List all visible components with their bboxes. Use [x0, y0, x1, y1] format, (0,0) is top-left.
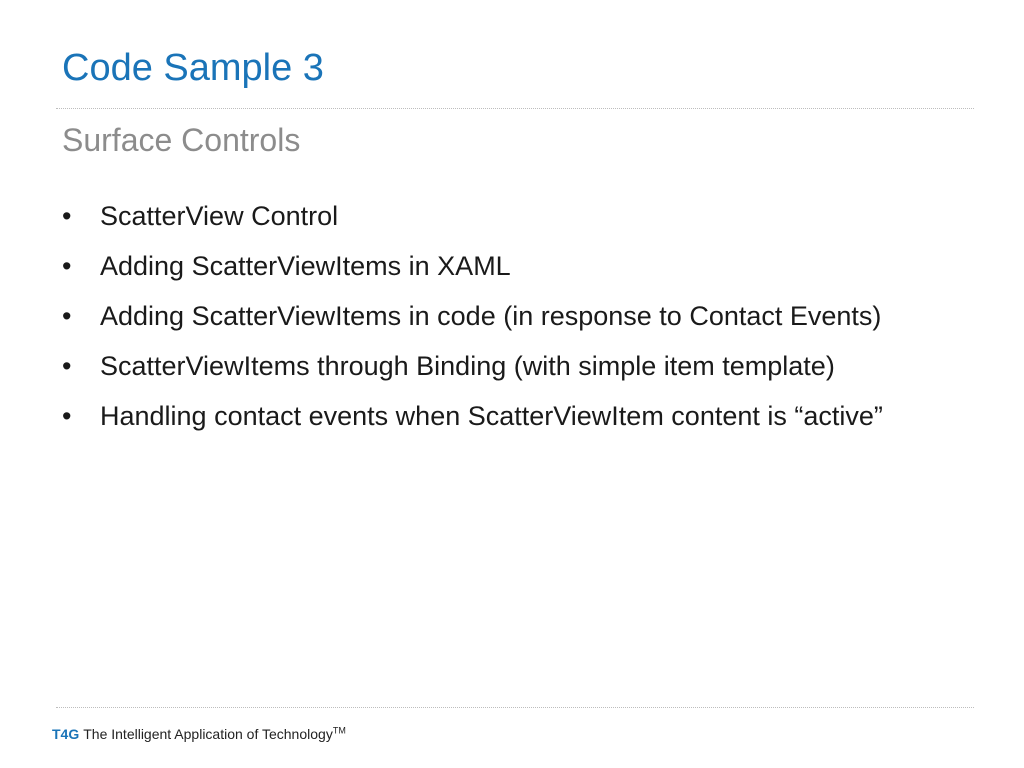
footer-tagline: The Intelligent Application of Technology	[83, 726, 333, 742]
list-item	[62, 296, 942, 336]
title-divider	[56, 108, 974, 109]
bullet-text: ScatterView Control	[100, 201, 339, 231]
footer-divider	[56, 707, 974, 708]
bullet-text: Handling contact events when ScatterViewItem content is “active”	[100, 401, 883, 431]
bullet-icon: •	[62, 351, 72, 381]
bullet-icon: •	[62, 251, 72, 281]
slide-title: Code Sample 3	[62, 47, 324, 89]
bullet-text: ScatterViewItems through Binding (with simple item template)	[100, 351, 835, 381]
bullet-text: Adding ScatterViewItems in code (in response to Contact Events)	[100, 301, 882, 331]
list-item	[62, 246, 942, 286]
bullet-icon: •	[62, 301, 72, 331]
bullet-icon: •	[62, 401, 72, 431]
list-item	[62, 196, 942, 236]
trademark-mark: TM	[332, 725, 346, 736]
bullet-icon: •	[62, 201, 72, 231]
list-item	[62, 396, 942, 436]
footer	[52, 724, 346, 744]
bullet-list	[62, 196, 942, 446]
brand-logo-text: T4G	[52, 726, 80, 742]
bullet-text: Adding ScatterViewItems in XAML	[100, 251, 511, 281]
slide-subtitle: Surface Controls	[62, 122, 301, 158]
list-item	[62, 346, 942, 386]
